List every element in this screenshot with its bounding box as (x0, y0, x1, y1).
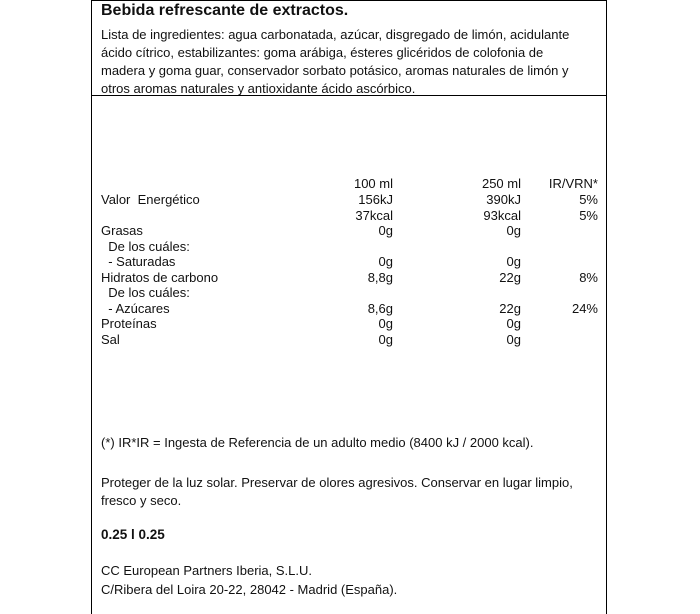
value-100ml: 8,8g (367, 269, 393, 285)
nutrition-row (92, 223, 608, 239)
value-250ml: 22g (499, 300, 521, 316)
value-ir-vrn: 24% (571, 300, 598, 316)
ingredients-list: Lista de ingredientes: agua carbonatada, azúcar, disgregado de limón, acidulante ácido cítrico, estabilizantes: goma arábiga, ésteres glicéridos de colofonia de madera y goma guar, conservador sorbato potásico, aromas naturales de limón y otros aromas naturales y antioxidante ácido ascórbico. (101, 27, 570, 96)
nutrition-header-row (92, 176, 608, 192)
nutrient-label: Hidratos de carbono (101, 269, 219, 285)
nutrient-label: - Azúcares (101, 300, 170, 316)
nutrient-label: De los cuáles: (101, 238, 190, 254)
value-100ml: 0g (378, 223, 393, 238)
value-250ml: 22g (499, 269, 521, 285)
nutrient-label: Grasas (101, 223, 143, 238)
value-250ml: 0g (506, 316, 521, 331)
product-title: Bebida refrescante de extractos. (101, 2, 349, 19)
nutrient-label: - Saturadas (101, 254, 176, 269)
reference-footnote: (*) IR*IR = Ingesta de Referencia de un adulto medio (8400 kJ / 2000 kcal). (101, 435, 534, 450)
header-250ml: 250 ml (481, 176, 521, 191)
nutrient-label: Proteínas (101, 316, 157, 331)
nutrient-label: De los cuáles: (101, 285, 190, 300)
product-description-panel (91, 0, 607, 96)
nutrition-row (92, 332, 608, 348)
value-250ml: 93kcal (483, 207, 521, 223)
value-250ml: 0g (506, 331, 521, 347)
value-250ml: 390kJ (486, 192, 521, 207)
nutrition-panel (91, 95, 607, 614)
volume-label: 0.25 l 0.25 (101, 527, 165, 542)
nutrition-row (92, 208, 608, 224)
nutrient-label: Sal (101, 331, 120, 347)
header-100ml: 100 ml (353, 176, 393, 191)
value-100ml: 8,6g (367, 300, 393, 316)
value-100ml: 0g (378, 331, 393, 347)
value-100ml: 37kcal (355, 207, 393, 223)
value-ir-vrn: 5% (579, 207, 598, 223)
nutrition-row (92, 239, 608, 255)
header-ir-vrn: IR/VRN* (548, 176, 598, 191)
nutrition-row (92, 192, 608, 208)
value-100ml: 156kJ (358, 192, 393, 207)
nutrient-label: Valor Energético (101, 192, 200, 207)
value-250ml: 0g (506, 254, 521, 269)
nutrition-row (92, 316, 608, 332)
storage-instructions: Proteger de la luz solar. Preservar de olores agresivos. Conservar en lugar limpio, fresco y seco. (101, 475, 573, 508)
value-ir-vrn: 5% (579, 192, 598, 207)
nutrition-row (92, 301, 608, 317)
value-100ml: 0g (378, 254, 393, 269)
value-250ml: 0g (506, 223, 521, 238)
company-name: CC European Partners Iberia, S.L.U. (101, 563, 312, 578)
nutrition-row (92, 270, 608, 286)
value-ir-vrn: 8% (579, 269, 598, 285)
value-100ml: 0g (378, 316, 393, 331)
nutrition-row (92, 254, 608, 270)
nutrition-row (92, 285, 608, 301)
company-address: C/Ribera del Loira 20-22, 28042 - Madrid (España). (101, 582, 398, 597)
